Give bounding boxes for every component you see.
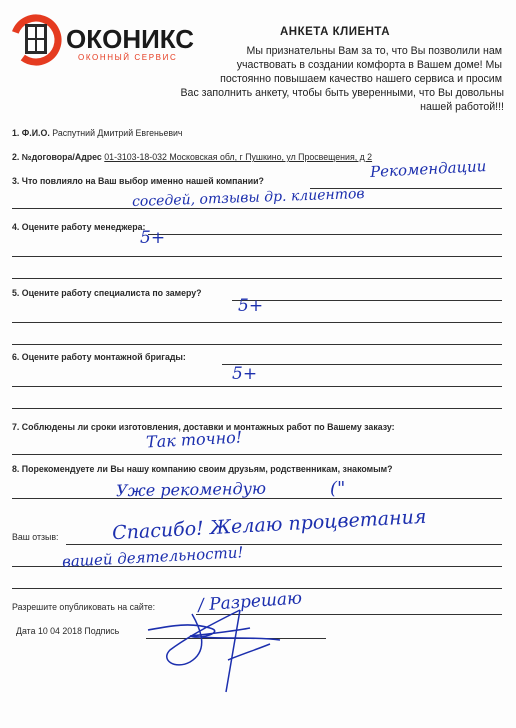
answer-line bbox=[12, 454, 502, 455]
handwritten-signature bbox=[130, 600, 350, 700]
answer-line bbox=[12, 256, 502, 257]
question-1 bbox=[12, 128, 183, 138]
answer-line bbox=[12, 588, 502, 589]
question-2-label: 2. №договора/Адрес bbox=[12, 152, 102, 162]
question-8: 8. Порекомендуете ли Вы нашу компанию своим друзьям, родственникам, знакомым? bbox=[12, 464, 393, 474]
answer-7-handwritten: Так точно! bbox=[145, 427, 243, 452]
publish-handwritten: / Разрешаю bbox=[197, 588, 303, 616]
answer-line bbox=[12, 322, 502, 323]
client-name-value: Распутний Дмитрий Евгеньевич bbox=[52, 128, 183, 138]
intro-line: Мы признательны Вам за то, что Вы позволили нам bbox=[246, 45, 502, 57]
review-handwritten-line-2: вашей деятельности! bbox=[61, 543, 244, 571]
date-label: Дата bbox=[16, 626, 36, 636]
answer-line bbox=[12, 208, 502, 209]
answer-5-handwritten: 5+ bbox=[238, 296, 264, 316]
answer-4-handwritten: 5+ bbox=[140, 228, 166, 248]
answer-line bbox=[12, 386, 502, 387]
review-label: Ваш отзыв: bbox=[12, 532, 59, 542]
logo-name: ОКОНИКС bbox=[66, 24, 195, 54]
answer-line bbox=[12, 344, 502, 345]
question-7: 7. Соблюдены ли сроки изготовления, доставки и монтажных работ по Вашему заказу: bbox=[12, 422, 395, 432]
answer-line bbox=[232, 300, 502, 301]
form-title: АНКЕТА КЛИЕНТА bbox=[280, 26, 391, 38]
answer-line bbox=[12, 278, 502, 279]
question-5: 5. Оцените работу специалиста по замеру? bbox=[12, 288, 202, 298]
question-2 bbox=[12, 152, 372, 162]
signature-label: Подпись bbox=[84, 626, 120, 636]
publish-label: Разрешите опубликовать на сайте: bbox=[12, 602, 156, 612]
answer-line bbox=[12, 498, 502, 499]
intro-line: участвовать в создании комфорта в Вашем доме! Мы bbox=[236, 59, 502, 71]
answer-line bbox=[66, 544, 502, 545]
answer-line bbox=[222, 364, 502, 365]
answer-8-smile-handwritten: (" bbox=[330, 478, 346, 499]
window-logo-icon bbox=[8, 10, 68, 70]
question-1-label: 1. Ф.И.О. bbox=[12, 128, 50, 138]
answer-6-handwritten: 5+ bbox=[232, 364, 258, 384]
contract-address-value: 01-3103-18-032 Московская обл, г Пушкино, ул Просвещения, д 2 bbox=[104, 152, 373, 162]
intro-line: постоянно повышаем качество нашего сервиса и просим bbox=[220, 73, 502, 85]
review-handwritten-line-1: Спасибо! Желаю процветания bbox=[111, 505, 427, 545]
date-value: 10 04 2018 bbox=[37, 626, 82, 636]
answer-3-handwritten-line-1: Рекомендации bbox=[369, 156, 487, 182]
answer-8-handwritten: Уже рекомендую bbox=[115, 478, 267, 501]
question-6: 6. Оцените работу монтажной бригады: bbox=[12, 352, 186, 362]
answer-3-handwritten-line-2: соседей, отзывы др. клиентов bbox=[131, 185, 365, 211]
intro-line: Вас заполнить анкету, чтобы быть уверенными, что Вы довольны нашей работой!!! bbox=[180, 87, 504, 113]
question-3: 3. Что повлияло на Ваш выбор именно нашей компании? bbox=[12, 176, 264, 186]
intro-text bbox=[172, 44, 502, 114]
answer-line bbox=[12, 408, 502, 409]
answer-line bbox=[148, 234, 502, 235]
date-signature-row bbox=[16, 626, 119, 636]
logo-subtitle: ОКОННЫЙ СЕРВИС bbox=[78, 53, 178, 62]
question-4: 4. Оцените работу менеджера: bbox=[12, 222, 146, 232]
